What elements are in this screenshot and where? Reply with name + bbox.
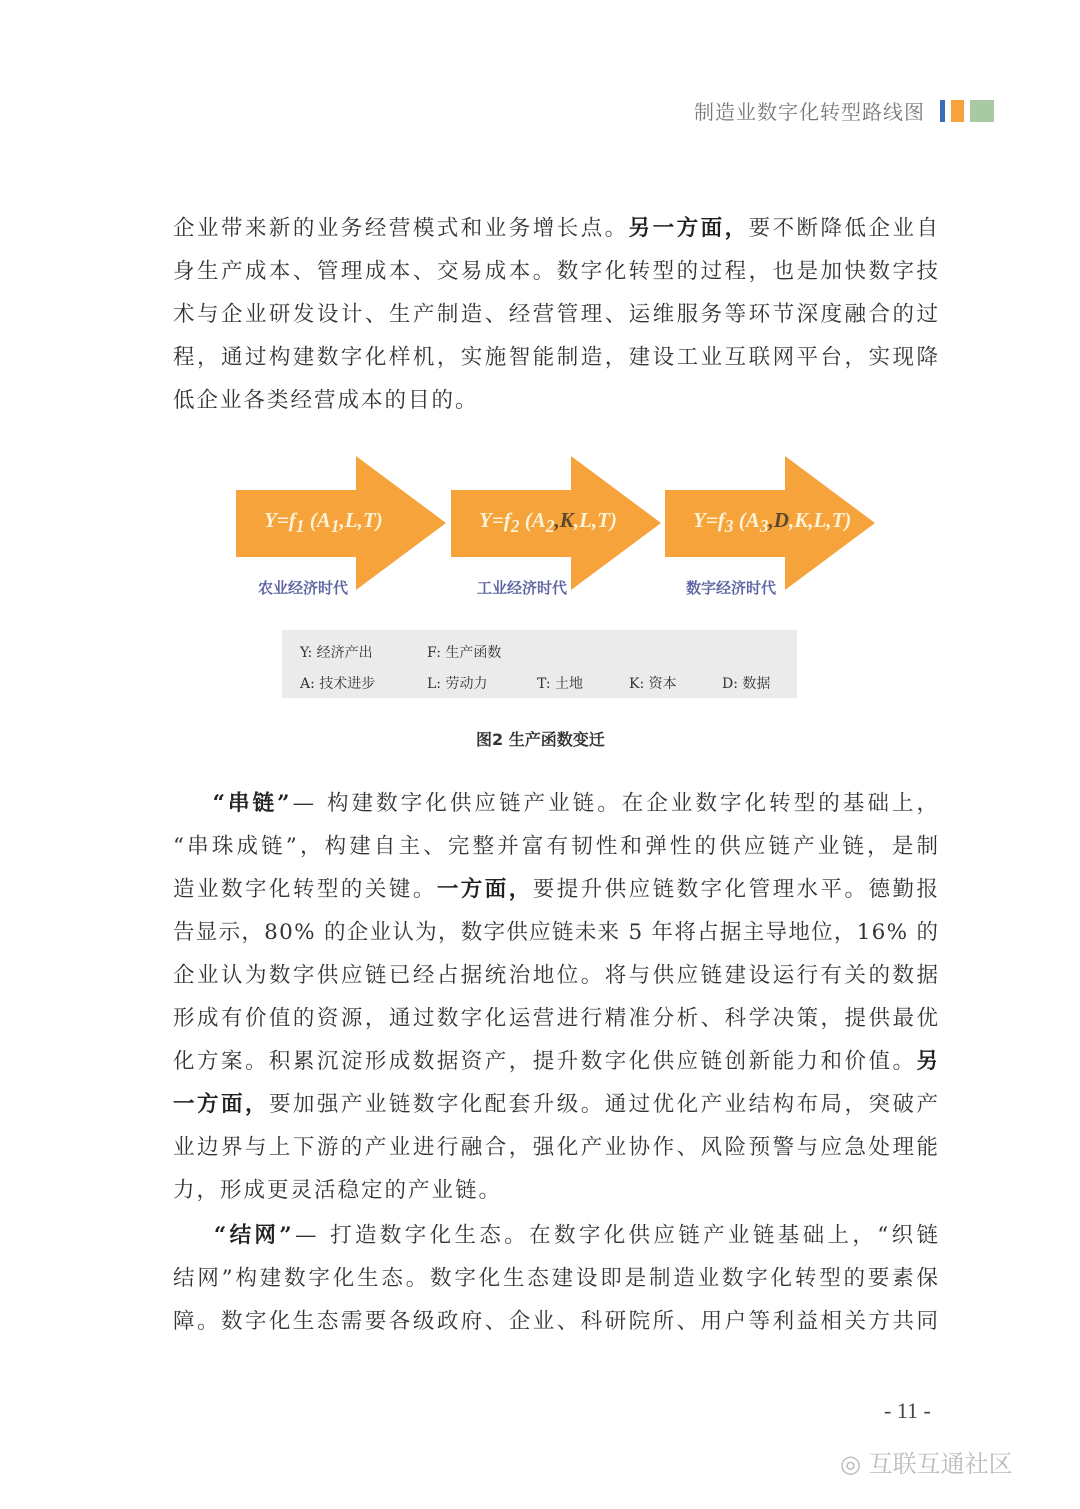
bold-phrase: “结网” <box>213 1223 296 1248</box>
f-mid: (A <box>304 508 331 532</box>
f-highlight: ,D <box>768 508 789 532</box>
text-segment <box>173 1223 214 1248</box>
f-sub: 3 <box>724 516 734 537</box>
text-line <box>173 1047 940 1077</box>
bold-phrase: “串链” <box>212 791 293 816</box>
text-segment: 程，通过构建数字化样机，实施智能制造，建设工业互联网平台，实现降 <box>173 345 941 370</box>
text-segment: 要不断降低企业自 <box>748 216 941 241</box>
formula-text <box>479 508 617 537</box>
text-segment: 造业数字化转型的关键。 <box>173 877 437 902</box>
text-line <box>173 1133 940 1163</box>
text-segment: 力，形成更灵活稳定的产业链。 <box>173 1178 503 1203</box>
text-segment: 要提升供应链数字化管理水平。德勤报 <box>532 877 941 902</box>
f-sub2: 1 <box>330 516 340 537</box>
f-mid: (A <box>733 508 760 532</box>
legend-y: Y: 经济产出 <box>300 645 373 661</box>
text-line <box>173 214 940 244</box>
text-segment: 要加强产业链数字化配套升级。通过优化产业结构布局，突破产 <box>268 1092 941 1117</box>
bold-phrase: 另 <box>916 1049 941 1074</box>
text-segment: “串珠成链”，构建自主、完整并富有韧性和弹性的供应链产业链，是制 <box>173 834 942 859</box>
text-line <box>173 300 940 330</box>
text-segment: 身生产成本、管理成本、交易成本。数字化转型的过程，也是加快数字技 <box>173 259 941 284</box>
legend-l: L: 劳动力 <box>427 676 488 692</box>
era-label: 数字经济时代 <box>686 579 777 597</box>
text-segment: 化方案。积累沉淀形成数据资产，提升数字化供应链创新能力和价值。 <box>173 1049 917 1074</box>
text-line <box>173 1090 940 1120</box>
text-line <box>173 1307 940 1337</box>
text-line <box>173 789 941 819</box>
header-orange-bar <box>951 100 964 122</box>
formula-text <box>264 508 383 537</box>
text-line <box>173 1004 940 1034</box>
f-post: ,K,L,T) <box>788 508 852 532</box>
f-sub2: 3 <box>759 516 769 537</box>
bold-phrase: 另一方面， <box>628 216 749 241</box>
running-header: 制造业数字化转型路线图 <box>694 100 925 124</box>
text-line <box>173 257 940 287</box>
legend-t: T: 土地 <box>537 676 584 692</box>
formula-text <box>693 508 851 537</box>
f-sub: 2 <box>510 516 520 537</box>
watermark <box>840 1444 1013 1479</box>
f-pre: Y=f <box>264 508 296 532</box>
text-line <box>173 1264 941 1294</box>
watermark-text: 互联互通社区 <box>868 1450 1013 1478</box>
text-line <box>173 1221 941 1251</box>
f-post: ,L,T) <box>339 508 383 532</box>
f-post: ,L,T) <box>573 508 617 532</box>
text-segment: 告显示，80% 的企业认为，数字供应链未来 5 年将占据主导地位，16% 的 <box>173 920 940 945</box>
text-segment: 业边界与上下游的产业进行融合，强化产业协作、风险预警与应急处理能 <box>173 1135 941 1160</box>
bold-phrase: 一方面， <box>173 1092 269 1117</box>
text-segment: 企业带来新的业务经营模式和业务增长点。 <box>173 216 629 241</box>
header-green-bar <box>970 100 994 122</box>
f-pre: Y=f <box>479 508 511 532</box>
text-line <box>173 832 941 862</box>
text-segment: 低企业各类经营成本的目的。 <box>173 388 479 413</box>
page-number: - 11 - <box>884 1398 931 1423</box>
legend-f: F: 生产函数 <box>427 645 502 661</box>
legend-d: D: 数据 <box>722 676 771 692</box>
text-line <box>173 875 940 905</box>
text-line <box>173 961 940 991</box>
f-highlight: ,K <box>554 508 574 532</box>
text-segment: 企业认为数字供应链已经占据统治地位。将与供应链建设运行有关的数据 <box>173 963 941 988</box>
era-label: 农业经济时代 <box>258 579 349 597</box>
text-segment <box>173 791 213 816</box>
bold-phrase: 一方面， <box>436 877 533 902</box>
f-pre: Y=f <box>693 508 725 532</box>
figure-legend <box>282 630 797 698</box>
era-label: 工业经济时代 <box>477 579 568 597</box>
text-line <box>173 386 479 416</box>
text-segment: 术与企业研发设计、生产制造、经营管理、运维服务等环节深度融合的过 <box>173 302 941 327</box>
text-segment: 结网”构建数字化生态。数字化生态建设即是制造业数字化转型的要素保 <box>173 1266 941 1291</box>
text-segment: — 打造数字化生态。在数字化供应链产业链基础上，“织链 <box>295 1223 942 1248</box>
legend-k: K: 资本 <box>629 676 677 692</box>
figure-caption: 图2 生产函数变迁 <box>476 730 605 749</box>
legend-a: A: 技术进步 <box>300 676 376 692</box>
wechat-icon: ◎ <box>840 1450 869 1478</box>
f-sub: 1 <box>295 516 305 537</box>
text-segment: 形成有价值的资源，通过数字化运营进行精准分析、科学决策，提供最优 <box>173 1006 941 1031</box>
f-sub2: 2 <box>545 516 555 537</box>
text-line <box>173 1176 502 1206</box>
header-blue-bar <box>940 100 945 122</box>
f-mid: (A <box>519 508 546 532</box>
text-segment: — 构建数字化供应链产业链。在企业数字化转型的基础上， <box>292 791 942 816</box>
text-segment: 障。数字化生态需要各级政府、企业、科研院所、用户等利益相关方共同 <box>173 1309 941 1334</box>
text-line <box>173 918 939 948</box>
text-line <box>173 343 940 373</box>
